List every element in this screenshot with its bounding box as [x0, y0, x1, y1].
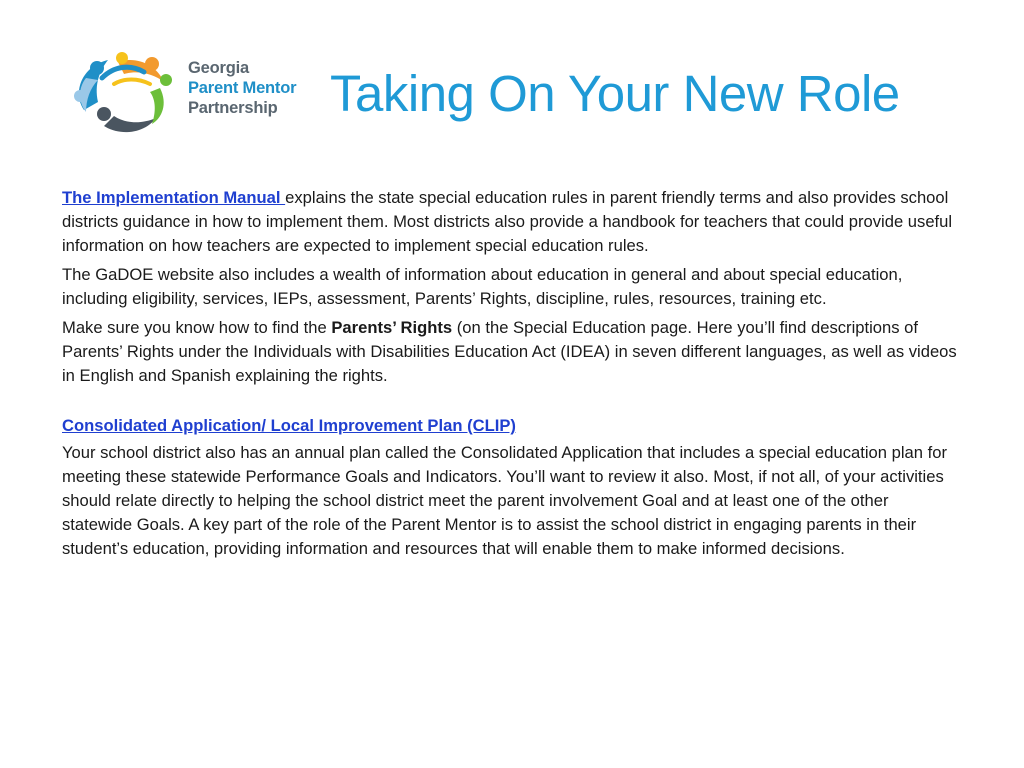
gpmp-logo — [64, 48, 314, 140]
clip-link[interactable]: Consolidated Application/ Local Improvement Plan (CLIP) — [62, 416, 516, 435]
gadoe-paragraph — [62, 263, 957, 311]
implementation-manual-link[interactable]: The Implementation Manual — [62, 188, 286, 207]
logo-line-georgia: Georgia — [188, 59, 249, 77]
clip-paragraph — [62, 441, 957, 561]
gadoe-text: The GaDOE website also includes a wealth of information about education in general and about special education, including eligibility, services, IEPs, assessment, Parents’ Rights, discipline, rules, resources, training etc. — [62, 265, 903, 308]
people-circle-logo-icon — [64, 48, 182, 140]
implementation-manual-text: explains the state special education rules in parent friendly terms and also provides school districts guidance in how to implement them. Most districts also provide a handbook for teachers that could provide useful information on how teachers are expected to implement special education rules. — [62, 188, 953, 255]
parents-rights-paragraph — [62, 316, 957, 388]
logo-line-parent-mentor: Parent Mentor — [188, 79, 297, 97]
parents-rights-text-after: (on the Special Education page. Here you’ll find descriptions of Parents’ Rights under the Individuals with Disabilities Education Act (IDEA) in seven different languages, as well as videos in English and Spanish explaining the rights. — [62, 318, 957, 385]
parents-rights-text-before: Make sure you know how to find the — [62, 318, 332, 337]
clip-text: Your school district also has an annual plan called the Consolidated Application that includes a special education plan for meeting these statewide Performance Goals and Indicators. You’ll want to review it also. Most, if not all, of your activities should relate directly to helping the school district meet the parent involvement Goal and at least one of the other statewide Goals. A key part of the role of the Parent Mentor is to assist the school district in engaging parents in their student’s education, providing information and resources that will enable them to make informed decisions. — [62, 443, 947, 558]
logo-line-partnership: Partnership — [188, 99, 278, 117]
clip-heading-paragraph — [62, 414, 957, 438]
page-title: Taking On Your New Role — [330, 65, 900, 122]
implementation-manual-paragraph — [62, 186, 957, 258]
parents-rights-bold: Parents’ Rights — [331, 318, 453, 337]
body-content — [62, 186, 957, 566]
